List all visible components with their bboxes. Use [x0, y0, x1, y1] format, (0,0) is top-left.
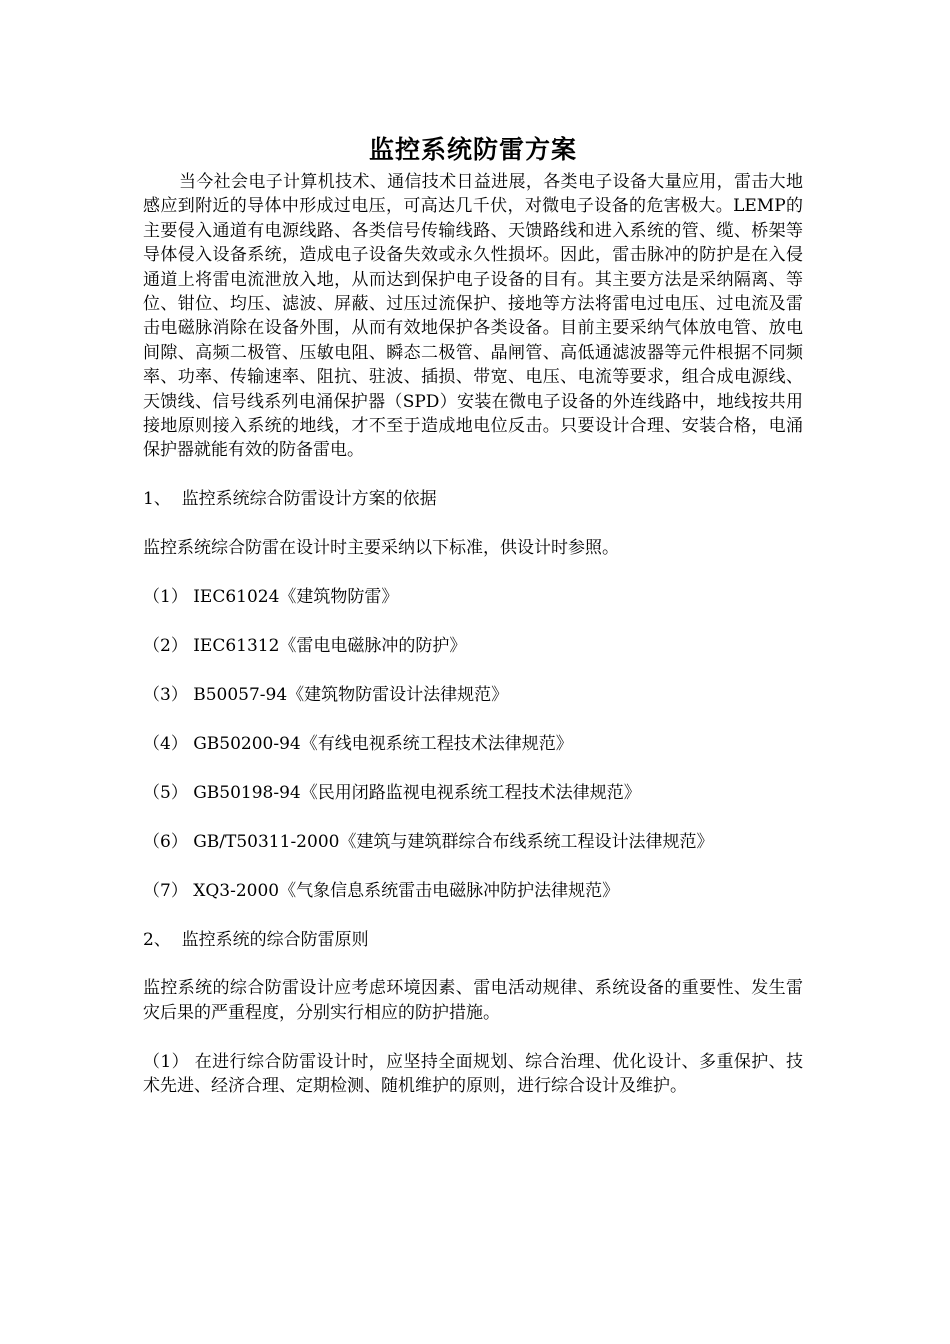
section-lead-principles: 监控系统的综合防雷设计应考虑环境因素、雷电活动规律、系统设备的重要性、发生雷灾后果的严重程度，分别实行相应的防护措施。 — [143, 978, 803, 1023]
principle-item: （1） 在进行综合防雷设计时，应坚持全面规划、综合治理、优化设计、多重保护、技术先进、经济合理、定期检测、随机维护的原则，进行综合设计及维护。 — [143, 1051, 803, 1097]
section-heading-principles: 2、 监控系统的综合防雷原则 — [143, 929, 369, 950]
document-content — [143, 130, 803, 1099]
standard-item: （1） IEC61024《建筑物防雷》 — [143, 587, 399, 608]
section-heading-basis: 1、 监控系统综合防雷设计方案的依据 — [143, 489, 437, 510]
page-title: 监控系统防雷方案 — [368, 135, 577, 164]
standard-item: （4） GB50200-94《有线电视系统工程技术法律规范》 — [143, 733, 573, 754]
standard-item: （2） IEC61312《雷电电磁脉冲的防护》 — [143, 636, 467, 657]
intro-paragraph: 当今社会电子计算机技术、通信技术日益进展，各类电子设备大量应用，雷击大地感应到附近的导体中形成过电压，可高达几千伏，对微电子设备的危害极大。LEMP的主要侵入通道有电源线路、各类信号传输线路、天馈路线和进入系统的管、缆、桥架等导体侵入设备系统，造成电子设备失效或永久性损坏。因此，雷击脉冲的防护是在入侵通道上将雷电流泄放入地，从而达到保护电子设备的目有。其主要方法是采纳隔离、等位、钳位、均压、滤波、屏蔽、过压过流保护、接地等方法将雷电过电压、过电流及雷击电磁脉消除在设备外围，从而有效地保护各类设备。目前主要采纳气体放电管、放电间隙、高频二极管、压敏电阻、瞬态二极管、晶闸管、高低通滤波器等元件根据不同频率、功率、传输速率、阻抗、驻波、插损、带宽、电压、电流等要求，组合成电源线、天馈线、信号线系列电涌保护器（SPD）安装在微电子设备的外连线路中，地线按共用接地原则接入系统的地线，才不至于造成地电位反击。只要设计合理、安装合格，电涌保护器就能有效的防备雷电。 — [143, 172, 803, 461]
standard-item: （3） B50057-94《建筑物防雷设计法律规范》 — [143, 685, 509, 705]
standard-item: （7） XQ3-2000《气象信息系统雷击电磁脉冲防护法律规范》 — [143, 880, 620, 901]
section-lead-basis: 监控系统综合防雷在设计时主要采纳以下标准，供设计时参照。 — [143, 538, 619, 559]
standard-item: （5） GB50198-94《民用闭路监视电视系统工程技术法律规范》 — [143, 782, 641, 803]
standard-item: （6） GB/T50311-2000《建筑与建筑群综合布线系统工程设计法律规范》 — [143, 831, 714, 852]
